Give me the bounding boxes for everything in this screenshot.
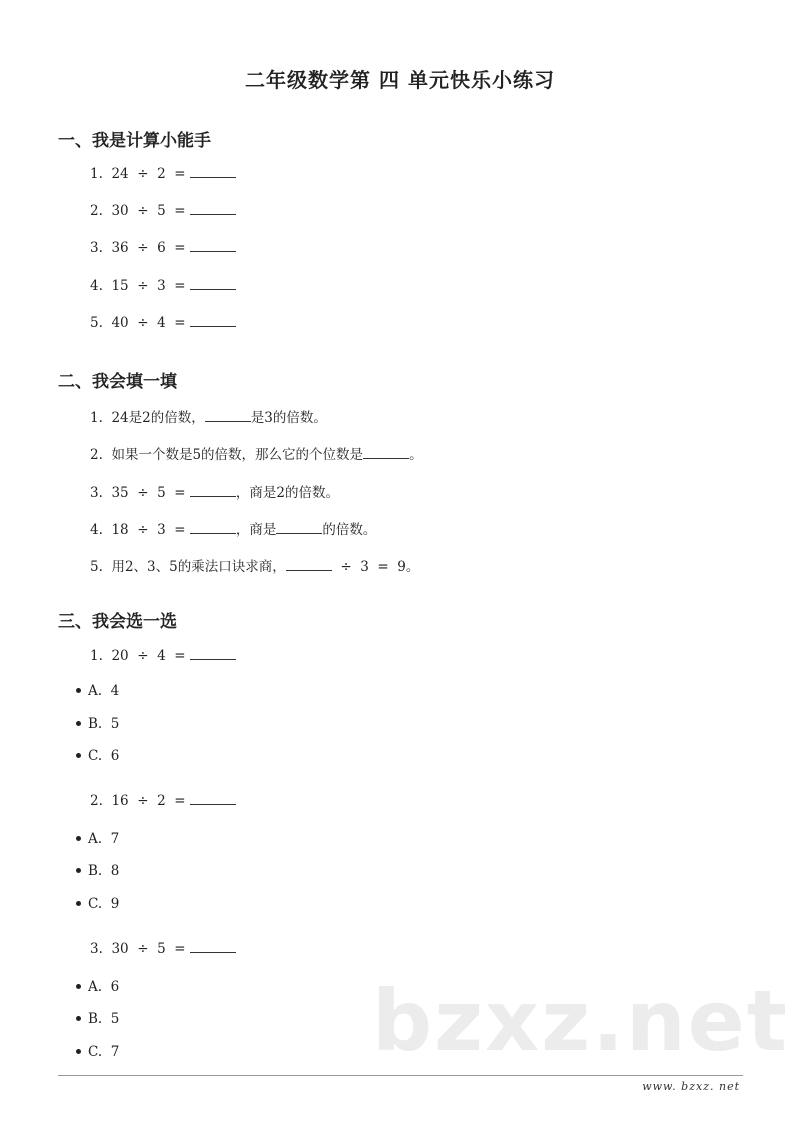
bullet-icon (76, 984, 81, 989)
answer-blank (190, 176, 236, 178)
answer-blank (190, 951, 236, 953)
bullet-icon (76, 868, 81, 873)
calc-item-5: 5. 40 ÷ 4 = (90, 315, 236, 331)
choice-option[interactable]: B. 5 (76, 716, 119, 732)
calc-item-1: 1. 24 ÷ 2 = (90, 166, 236, 182)
choice-option[interactable]: A. 4 (76, 683, 119, 699)
answer-blank (190, 532, 236, 534)
answer-blank (190, 803, 236, 805)
answer-blank (190, 250, 236, 252)
answer-blank (363, 457, 409, 459)
fill-item-3: 3. 35 ÷ 5 = ，商是2的倍数。 (90, 485, 339, 501)
answer-blank (276, 532, 322, 534)
choice-option[interactable]: C. 7 (76, 1044, 119, 1060)
answer-blank (286, 569, 332, 571)
answer-blank (190, 213, 236, 215)
choice-option[interactable]: C. 6 (76, 748, 119, 764)
fill-item-2: 2. 如果一个数是5的倍数，那么它的个位数是 。 (90, 447, 423, 463)
calc-item-2: 2. 30 ÷ 5 = (90, 203, 236, 219)
answer-blank (190, 495, 236, 497)
answer-blank (190, 325, 236, 327)
bullet-icon (76, 688, 81, 693)
section-2-title: 二、我会填一填 (58, 372, 177, 392)
choice-option[interactable]: C. 9 (76, 896, 119, 912)
bullet-icon (76, 721, 81, 726)
choice-option[interactable]: B. 8 (76, 863, 119, 879)
watermark: bzxz.net (372, 972, 789, 1070)
choice-option[interactable]: A. 6 (76, 979, 119, 995)
choice-question-3: 3. 30 ÷ 5 = (90, 941, 236, 957)
fill-item-1: 1. 24是2的倍数， 是3的倍数。 (90, 410, 327, 426)
calc-item-3: 3. 36 ÷ 6 = (90, 240, 236, 256)
answer-blank (190, 658, 236, 660)
bullet-icon (76, 1049, 81, 1054)
bullet-icon (76, 836, 81, 841)
footer-url: www. bzxz. net (642, 1080, 740, 1093)
page-title: 二年级数学第 四 单元快乐小练习 (245, 68, 555, 92)
calc-item-4: 4. 15 ÷ 3 = (90, 278, 236, 294)
footer-divider (58, 1075, 743, 1076)
bullet-icon (76, 901, 81, 906)
fill-item-5: 5. 用2、3、5的乘法口诀求商， ÷ 3 = 9。 (90, 559, 420, 575)
bullet-icon (76, 1016, 81, 1021)
answer-blank (205, 420, 251, 422)
section-1-title: 一、我是计算小能手 (58, 131, 211, 151)
fill-item-4: 4. 18 ÷ 3 = ，商是 的倍数。 (90, 522, 377, 538)
choice-question-1: 1. 20 ÷ 4 = (90, 648, 236, 664)
choice-option[interactable]: A. 7 (76, 831, 119, 847)
bullet-icon (76, 753, 81, 758)
answer-blank (190, 288, 236, 290)
choice-question-2: 2. 16 ÷ 2 = (90, 793, 236, 809)
choice-option[interactable]: B. 5 (76, 1011, 119, 1027)
section-3-title: 三、我会选一选 (58, 612, 177, 632)
